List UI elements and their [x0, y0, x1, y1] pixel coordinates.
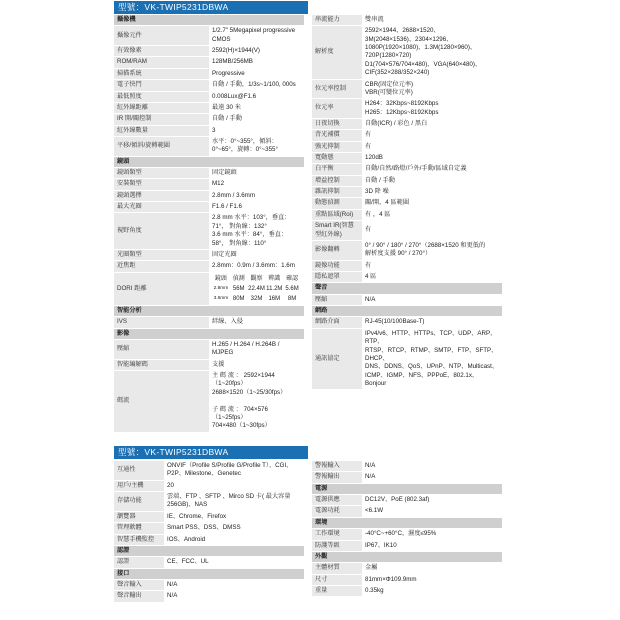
spec-key: 有效像素 [114, 46, 209, 57]
spec-row [114, 91, 304, 102]
section-header-label: 電源 [312, 483, 502, 494]
spec-key: 位元率控制 [312, 79, 362, 99]
spec-value: 有 ，4 區 [362, 209, 502, 220]
spec-key: 網路介面 [312, 317, 362, 328]
section-header [114, 156, 304, 167]
spec-key: 掃描系統 [114, 68, 209, 79]
section-header-label: 環境 [312, 517, 502, 528]
spec-value: 有 [362, 141, 502, 152]
spec-row [114, 339, 304, 359]
spec-row [312, 317, 502, 328]
spec-value: 2.8mm：0.9m / 3.6mm：1.6m [209, 261, 304, 272]
section-header [312, 283, 502, 294]
spec-value: N/A [362, 472, 502, 483]
section-header [312, 483, 502, 494]
spec-value: -40°C~+60°C，濕度≤95% [362, 529, 502, 540]
spec-value: 水平：0°~355°，傾斜：0°~65°，旋轉：0°~355° [209, 136, 304, 156]
spec-row [312, 472, 502, 483]
spec-value: 0.35kg [362, 585, 502, 596]
spec-row [114, 261, 304, 272]
spec-key: 雜訊抑制 [312, 187, 362, 198]
section-header [114, 15, 304, 26]
spec-key: 電子快門 [114, 80, 209, 91]
dori-cell: 11.2M [266, 285, 283, 292]
spec-row [312, 260, 502, 271]
dori-cell: 32M [250, 295, 263, 302]
spec-value: <6.1W [362, 506, 502, 517]
spec-key: 近焦距 [114, 261, 209, 272]
spec-row [312, 118, 502, 129]
spec-row [312, 540, 502, 551]
spec-row [114, 68, 304, 79]
spec-row [114, 371, 304, 433]
spec-key: 碼流 [114, 371, 209, 433]
spec-value: M12 [209, 179, 304, 190]
spec-row [114, 523, 304, 534]
spec-key: 重點區域(Roi) [312, 209, 362, 220]
spec-key: 通訊協定 [312, 328, 362, 390]
spec-key: 用戶/主機 [114, 480, 164, 491]
dori-header: 確認 [286, 275, 299, 282]
spec-value: 1/2.7" 5Megapixel progressive CMOS [209, 26, 304, 46]
spec-key: 認證 [114, 557, 164, 568]
spec-row [114, 557, 304, 568]
spec-row [114, 461, 304, 480]
spec-value: CE、FCC、UL [164, 557, 304, 568]
spec-row [114, 317, 304, 328]
spec-row [114, 190, 304, 201]
spec-row [114, 102, 304, 113]
spec-key: 影像翻轉 [312, 240, 362, 260]
dori-header: 觀察 [250, 275, 263, 282]
spec-row [312, 198, 502, 209]
spec-row [312, 141, 502, 152]
spec-key: IR 開/關控制 [114, 114, 209, 125]
spec-title: 型號：VK-TWIP5231DBWA [114, 1, 308, 14]
spec-value: IPv4/v6、HTTP、HTTPs、TCP、UDP、ARP、RTP、 RTSP、RTCP、RTMP、SMTP、FTP、SFTP、DHCP、 DNS、DDNS、QoS、UPnP、NTP、Multicast、 ICMP、IGMP、NFS、PPPoE、802.1x、Bonjour [362, 328, 502, 390]
spec-key: Smart IR(智慧型紅外線) [312, 221, 362, 241]
spec-key: 警報輸入 [312, 461, 362, 472]
dori-header: 偵測 [232, 275, 245, 282]
spec-value: ONVIF（Profile S/Profile G/Profile T）、CGI、 P2P、Milestone、Genetec [164, 461, 304, 480]
dori-cell: 2.8mm [213, 285, 229, 291]
spec-row [114, 359, 304, 370]
spec-row [114, 26, 304, 46]
spec-key: 動態偵測 [312, 198, 362, 209]
dori-cell: 5.6M [285, 285, 299, 292]
spec-value: 雙串流 [362, 15, 502, 26]
spec-key: 工作環境 [312, 529, 362, 540]
spec-row [312, 294, 502, 305]
spec-value: 2.8 mm 水平：103°，垂直：71°， 對角線：132° 3.6 mm 水平：84°，垂直：58°， 對角線：110° [209, 213, 304, 249]
dori-table [212, 274, 301, 304]
section-header [114, 328, 304, 339]
spec-key: 聲音輸出 [114, 591, 164, 602]
spec-row [312, 585, 502, 596]
spec-value: 3 [209, 125, 304, 136]
spec-row [114, 57, 304, 68]
spec-row [312, 240, 502, 260]
spec-row [312, 506, 502, 517]
spec-row [114, 125, 304, 136]
spec-key: 位元率 [312, 99, 362, 119]
spec-key: 光圈類型 [114, 249, 209, 260]
spec-key: 管理軟體 [114, 523, 164, 534]
spec-row [312, 271, 502, 282]
spec-row [114, 249, 304, 260]
spec-row [114, 136, 304, 156]
spec-key: 防護等級 [312, 540, 362, 551]
spec-row [114, 480, 304, 491]
dori-cell: 16M [268, 295, 281, 302]
spec-title-2: 型號：VK-TWIP5231DBWA [114, 446, 308, 459]
spec-key: 解析度 [312, 26, 362, 79]
spec-value: N/A [164, 579, 304, 590]
spec-value: 固定光圈 [209, 249, 304, 260]
section-header-label: 接口 [114, 568, 304, 579]
spec-key: 鏡像功能 [312, 260, 362, 271]
spec-value: IE、Chrome、Firefox [164, 511, 304, 522]
spec-table-right-2 [312, 461, 502, 597]
spec-value: RJ-45(10/100Base-T) [362, 317, 502, 328]
spec-value: 0° / 90° / 180° / 270°（2688×1520 和更低的 解析度支援 90° / 270°） [362, 240, 502, 260]
spec-table-left [114, 15, 304, 433]
dori-table-cell [209, 272, 304, 305]
spec-value: F1.6 / F1.6 [209, 202, 304, 213]
spec-key: 壓縮 [312, 294, 362, 305]
spec-key: 視野角度 [114, 213, 209, 249]
spec-key: 鏡頭選擇 [114, 190, 209, 201]
spec-key: ROM/RAM [114, 57, 209, 68]
spec-key: 最大光圈 [114, 202, 209, 213]
spec-key: 紅外線距離 [114, 102, 209, 113]
spec-value: 雲端、FTP 、SFTP 、Mirco SD 卡( 最大容量 256GB)、NAS [164, 492, 304, 512]
spec-key: DORI 距離 [114, 272, 209, 305]
spec-key: 增益控制 [312, 175, 362, 186]
spec-key: 瀏覽器 [114, 511, 164, 522]
spec-value: DC12V、PoE (802.3af) [362, 495, 502, 506]
spec-key: 寬動態 [312, 153, 362, 164]
section-header [312, 517, 502, 528]
spec-row [114, 114, 304, 125]
spec-row [312, 529, 502, 540]
spec-key: 警報輸出 [312, 472, 362, 483]
section-header [114, 568, 304, 579]
spec-value: H264：32Kbps~8192Kbps H265：12Kbps~8192Kbps [362, 99, 502, 119]
spec-value: 自動 / 手動 [362, 175, 502, 186]
spec-row [114, 213, 304, 249]
spec-value: N/A [164, 591, 304, 602]
spec-table-left-2 [114, 461, 304, 603]
spec-value: 3D 降 噪 [362, 187, 502, 198]
spec-key: 電源功耗 [312, 506, 362, 517]
spec-value: 自動 / 手動，1/3s~1/100, 000s [209, 80, 304, 91]
spec-value: 2592×1944、2688×1520、 3M(2048×1536)、2304×1296、 1080P(1920×1080)、1.3M(1280×960)、 720P(1280×720) D1(704×576/704×480)、VGA(640×480)、 CIF(352×288/352×240) [362, 26, 502, 79]
spec-value: CBR(固定位元率) VBR(可變位元率) [362, 79, 502, 99]
spec-row [312, 209, 502, 220]
spec-value: 主 碼 流 ： 2592×1944 （1~20fps） 2688×1520（1~25/30fps） 子 碼 流 ： 704×576 （1~25fps） 704×480（1~30fps） [209, 371, 304, 433]
spec-row [312, 495, 502, 506]
spec-row [312, 79, 502, 99]
dori-header: 鏡頭 [214, 275, 227, 282]
spec-row [312, 461, 502, 472]
spec-key: 安裝類型 [114, 179, 209, 190]
spec-value: 2.8mm / 3.6mm [209, 190, 304, 201]
spec-row [114, 591, 304, 602]
section-header-label: 聲音 [312, 283, 502, 294]
spec-value: 關/開，4 區範圍 [362, 198, 502, 209]
spec-key: 互通性 [114, 461, 164, 480]
spec-key: 最低照度 [114, 91, 209, 102]
spec-row [114, 46, 304, 57]
spec-key: 日夜切換 [312, 118, 362, 129]
spec-value: IOS、Android [164, 534, 304, 545]
spec-value: 有 [362, 221, 502, 241]
spec-value: 81mm×Φ109.9mm [362, 574, 502, 585]
dori-cell: 56M [232, 285, 245, 292]
spec-key: 尺寸 [312, 574, 362, 585]
spec-value: 最遠 30 米 [209, 102, 304, 113]
spec-key: IVS [114, 317, 209, 328]
section-header-label: 智能分析 [114, 305, 304, 316]
spec-key: 壓縮 [114, 339, 209, 359]
spec-value: Smart PSS、DSS、DMSS [164, 523, 304, 534]
spec-value: 自動/自然/路燈/戶外/手動/區域自定義 [362, 164, 502, 175]
spec-value: 支援 [209, 359, 304, 370]
spec-row [114, 534, 304, 545]
spec-value: N/A [362, 294, 502, 305]
spec-row [312, 221, 502, 241]
spec-row [312, 574, 502, 585]
spec-row [114, 579, 304, 590]
spec-value: 有 [362, 260, 502, 271]
spec-key: 串流能力 [312, 15, 362, 26]
spec-key: 主體材質 [312, 563, 362, 574]
spec-key: 紅外線數量 [114, 125, 209, 136]
spec-value: 4 區 [362, 271, 502, 282]
spec-row [114, 179, 304, 190]
dori-header: 辨識 [268, 275, 281, 282]
spec-row [312, 164, 502, 175]
spec-key: 鏡頭類型 [114, 168, 209, 179]
spec-row [312, 175, 502, 186]
spec-key: 白平衡 [312, 164, 362, 175]
dori-row [114, 272, 304, 305]
dori-cell: 22.4M [248, 285, 265, 292]
spec-key: 攝像元件 [114, 26, 209, 46]
spec-table-right [312, 15, 502, 390]
dori-cell: 3.6mm [213, 295, 229, 301]
spec-row [114, 202, 304, 213]
section-header-label: 網路 [312, 306, 502, 317]
spec-key: 智慧手機監控 [114, 534, 164, 545]
spec-row [312, 187, 502, 198]
dori-cell: 8M [287, 295, 297, 302]
spec-key: 強光抑制 [312, 141, 362, 152]
spec-value: 自動(ICR) / 彩色 / 黑白 [362, 118, 502, 129]
spec-value: H.265 / H.264 / H.264B / MJPEG [209, 339, 304, 359]
spec-value: 絆線、入侵 [209, 317, 304, 328]
section-header [312, 306, 502, 317]
spec-value: N/A [362, 461, 502, 472]
spec-value: 自動 / 手動 [209, 114, 304, 125]
spec-value: 有 [362, 130, 502, 141]
spec-key: 電源供應 [312, 495, 362, 506]
section-header [114, 545, 304, 556]
spec-row [312, 99, 502, 119]
spec-row [312, 130, 502, 141]
section-header-label: 鏡頭 [114, 156, 304, 167]
spec-value: 120dB [362, 153, 502, 164]
section-header-label: 外觀 [312, 551, 502, 562]
spec-value: 20 [164, 480, 304, 491]
spec-value: 128MB/256MB [209, 57, 304, 68]
spec-row [312, 328, 502, 390]
spec-key: 重量 [312, 585, 362, 596]
spec-row [312, 26, 502, 79]
spec-key: 背光補償 [312, 130, 362, 141]
spec-value: IP67、IK10 [362, 540, 502, 551]
spec-key: 平移/傾斜/旋轉範圍 [114, 136, 209, 156]
spec-key: 聲音輸入 [114, 579, 164, 590]
spec-row [114, 168, 304, 179]
section-header [312, 551, 502, 562]
spec-row [114, 80, 304, 91]
spec-key: 隱私遮罩 [312, 271, 362, 282]
spec-value: 2592(H)×1944(V) [209, 46, 304, 57]
spec-value: Progressive [209, 68, 304, 79]
section-header-label: 認證 [114, 545, 304, 556]
dori-cell: 80M [232, 295, 245, 302]
spec-row [312, 153, 502, 164]
spec-value: 固定鏡頭 [209, 168, 304, 179]
spec-key: 存儲功能 [114, 492, 164, 512]
spec-value: 0.008Lux@F1.6 [209, 91, 304, 102]
section-header-label: 影像 [114, 328, 304, 339]
spec-value: 金屬 [362, 563, 502, 574]
section-header [114, 305, 304, 316]
spec-row [312, 15, 502, 26]
spec-row [114, 492, 304, 512]
spec-row [114, 511, 304, 522]
spec-row [312, 563, 502, 574]
spec-key: 智能編解碼 [114, 359, 209, 370]
section-header-label: 攝像機 [114, 15, 304, 26]
